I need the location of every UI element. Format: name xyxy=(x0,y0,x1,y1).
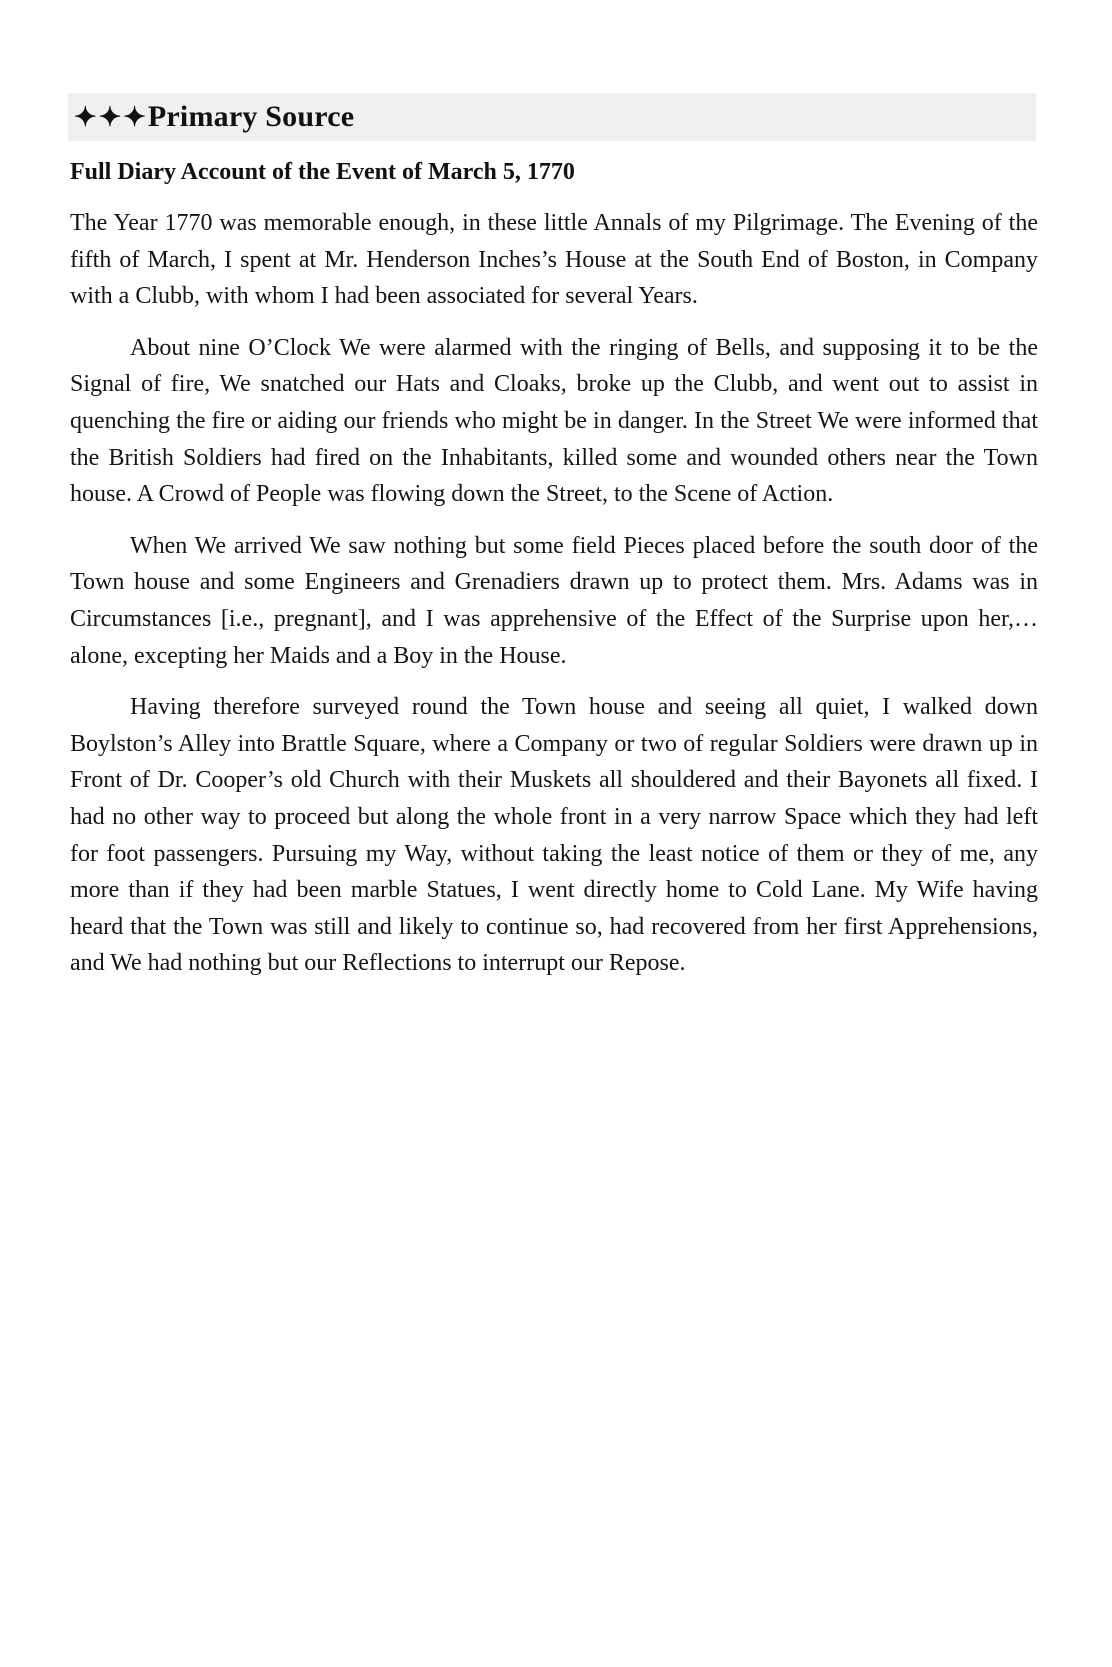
diary-paragraph-4: Having therefore surveyed round the Town house and seeing all quiet, I walked down Boylston’s Alley into Brattle Square, where a Company or two of regular Soldiers were drawn up in Front of Dr. Cooper’s old Church with their Muskets all shouldered and their Bayonets all fixed. I had no other way to proceed but along the whole front in a very narrow Space which they had left for foot passengers. Pursuing my Way, without taking the least notice of them or they of me, any more than if they had been marble Statues, I went directly home to Cold Lane. My Wife having heard that the Town was still and likely to continue so, had recovered from her first Apprehensions, and We had nothing but our Reflections to interrupt our Repose. xyxy=(70,694,1038,977)
document-subtitle: Full Diary Account of the Event of March 5, 1770 xyxy=(70,159,575,185)
primary-source-header xyxy=(68,93,1036,141)
header-title: Primary Source xyxy=(147,100,355,133)
diary-paragraph-2: About nine O’Clock We were alarmed with the ringing of Bells, and supposing it to be the Signal of fire, We snatched our Hats and Cloaks, broke up the Clubb, and went out to assist in quenching the fire or aiding our friends who might be in danger. In the Street We were informed that the British Soldiers had fired on the Inhabitants, killed some and wounded others near the Town house. A Crowd of People was flowing down the Street, to the Scene of Action. xyxy=(70,334,1038,508)
diary-paragraph-3: When We arrived We saw nothing but some field Pieces placed before the south door of the Town house and some Engineers and Grenadiers drawn up to protect them. Mrs. Adams was in Circumstances [i.e., pregnant], and I was apprehensive of the Effect of the Surprise upon her,… alone, excepting her Maids and a Boy in the House. xyxy=(70,532,1038,669)
diamond-icons: ✦✦✦ xyxy=(74,101,148,132)
diary-paragraph-1: The Year 1770 was memorable enough, in these little Annals of my Pilgrimage. The Evening of the fifth of March, I spent at Mr. Henderson Inches’s House at the South End of Boston, in Company with a Clubb, with whom I had been associated for several Years. xyxy=(70,210,1038,310)
diary-body xyxy=(70,205,1038,982)
